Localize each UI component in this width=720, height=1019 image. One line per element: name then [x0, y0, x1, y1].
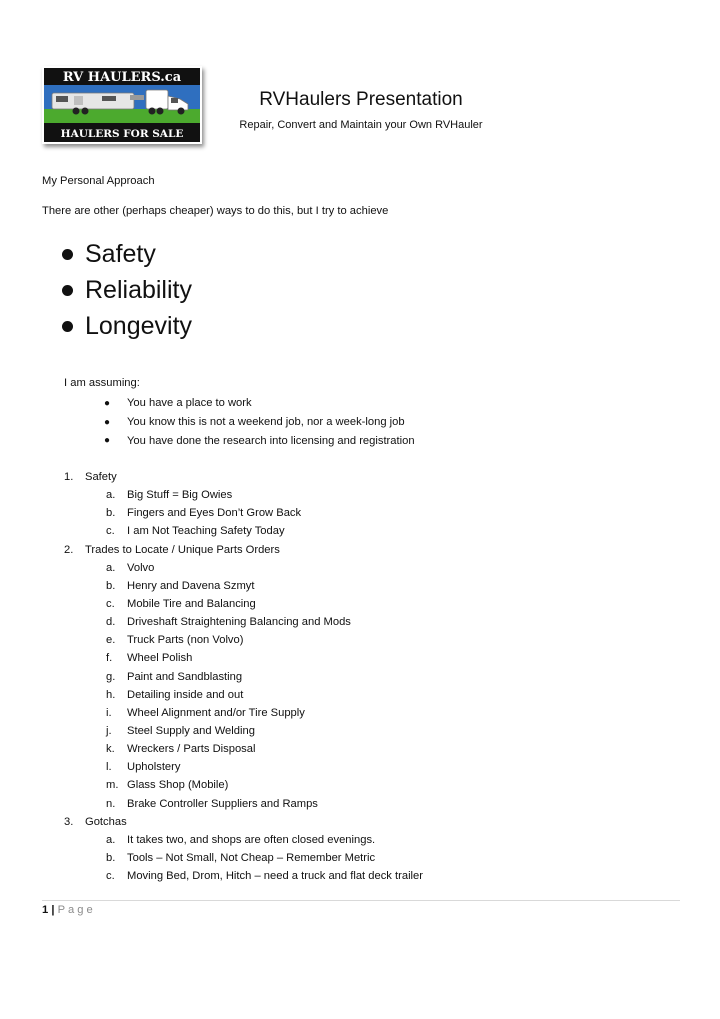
bullet-icon [62, 249, 73, 260]
logo-tagline-text: HAULERS FOR SALE [60, 128, 184, 140]
outline-subitem: a. Volvo [106, 561, 155, 574]
outline-subitem: j. Steel Supply and Welding [106, 725, 255, 738]
outline-subitem: k. Wreckers / Parts Disposal [106, 743, 256, 756]
outline-subitem: i. Wheel Alignment and/or Tire Supply [106, 706, 305, 719]
rvhaulers-logo [42, 66, 202, 144]
outline-subitem: b. Fingers and Eyes Don’t Grow Back [106, 507, 302, 520]
outline-list [64, 468, 423, 885]
approach-statement: There are other (perhaps cheaper) ways to do this, but I try to achieve [42, 205, 389, 217]
footer-separator: | [51, 904, 55, 916]
goals-list [62, 236, 192, 344]
outline-subitem: e. Truck Parts (non Volvo) [106, 634, 244, 647]
outline-subitem: b. Henry and Davena Szmyt [106, 579, 255, 592]
page-footer [42, 904, 96, 916]
outline-subitem: a. Big Stuff = Big Owies [106, 489, 233, 502]
bullet-icon: ● [104, 416, 111, 428]
goal-item: Reliability [62, 272, 192, 308]
goal-item: Safety [62, 236, 192, 272]
assumptions-label: I am assuming: [64, 377, 140, 389]
outline-subitem: b. Tools – Not Small, Not Cheap – Remember Metric [106, 852, 376, 865]
assumptions-list [104, 394, 415, 450]
title-block [230, 88, 492, 132]
outline-section: 1. Safety [64, 471, 117, 484]
footer-divider [42, 900, 680, 901]
page-number: 1 [42, 904, 49, 916]
bullet-icon [62, 285, 73, 296]
page-subtitle: Repair, Convert and Maintain your Own RVHauler [239, 119, 483, 131]
assumption-item: ● You have a place to work [104, 397, 252, 410]
page-title: RVHaulers Presentation [259, 89, 463, 110]
outline-subitem: g. Paint and Sandblasting [106, 670, 243, 683]
bullet-icon: ● [104, 397, 111, 409]
outline-subitem: c. Mobile Tire and Balancing [106, 598, 256, 611]
goal-item: Longevity [62, 308, 192, 344]
assumption-item: ● You have done the research into licensing and registration [104, 434, 415, 447]
outline-subitem: n. Brake Controller Suppliers and Ramps [106, 797, 318, 810]
outline-subitem: f. Wheel Polish [106, 652, 193, 665]
assumption-item: ● You know this is not a weekend job, nor a week-long job [104, 416, 405, 429]
outline-subitem: a. It takes two, and shops are often closed evenings. [106, 833, 376, 846]
outline-subitem: m. Glass Shop (Mobile) [106, 779, 229, 792]
approach-heading: My Personal Approach [42, 175, 155, 187]
outline-subitem: c. Moving Bed, Drom, Hitch – need a truck and flat deck trailer [106, 870, 423, 883]
bullet-icon: ● [104, 435, 111, 447]
outline-section: 2. Trades to Locate / Unique Parts Orders [64, 543, 280, 556]
outline-subitem: h. Detailing inside and out [106, 688, 244, 701]
page-word: Page [57, 904, 96, 916]
outline-subitem: l. Upholstery [106, 761, 181, 774]
outline-subitem: c. I am Not Teaching Safety Today [106, 525, 285, 538]
outline-subitem: d. Driveshaft Straightening Balancing and Mods [106, 616, 351, 629]
bullet-icon [62, 321, 73, 332]
outline-section: 3. Gotchas [64, 815, 127, 828]
logo-brand-text: RV HAULERS.ca [62, 70, 182, 85]
